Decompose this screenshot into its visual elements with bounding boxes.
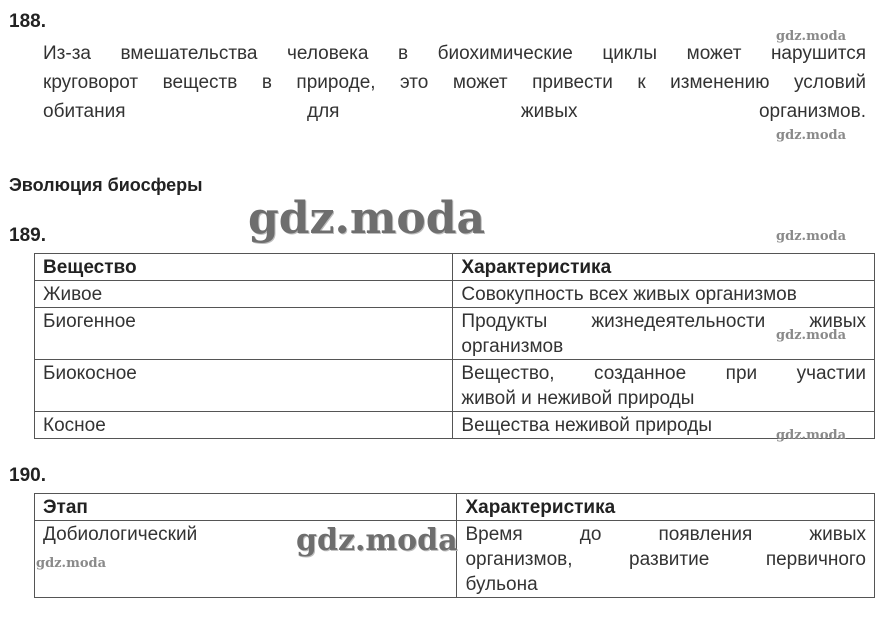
table-cell: Косное (35, 412, 453, 439)
watermark: gdz.moda (776, 428, 847, 443)
text-line: круговорот веществ в природе, это может привести к изменению условий (43, 72, 866, 93)
table-cell: Вещества неживой природы (453, 412, 875, 439)
table-header-row (35, 254, 875, 281)
cell-line: живой и неживой природы (461, 388, 695, 409)
table-cell: Добиологический (35, 521, 457, 598)
watermark: gdz.moda (776, 29, 847, 44)
column-header: Этап (35, 494, 457, 521)
table-cell: Совокупность всех живых организмов (453, 281, 875, 308)
table-row (35, 308, 875, 360)
table-header-row (35, 494, 875, 521)
table-cell: Биогенное (35, 308, 453, 360)
task-188-text (43, 39, 866, 126)
task-number-188: 188. (9, 11, 46, 32)
table-cell: Живое (35, 281, 453, 308)
substance-table (34, 253, 875, 439)
cell-line: бульона (465, 574, 538, 595)
watermark: gdz.moda (36, 556, 107, 571)
task-number-189: 189. (9, 225, 46, 246)
watermark: gdz.moda (776, 328, 847, 343)
table-row (35, 281, 875, 308)
watermark-large: gdz.moda (248, 193, 486, 244)
column-header: Характеристика (457, 494, 875, 521)
section-heading: Эволюция биосферы (9, 175, 203, 195)
column-header: Характеристика (453, 254, 875, 281)
cell-line: организмов, развитие первичного (465, 549, 866, 570)
column-header: Вещество (35, 254, 453, 281)
cell-line: Время до появления живых (465, 524, 866, 545)
text-line: Из-за вмешательства человека в биохимические циклы может нарушится (43, 43, 866, 64)
table-cell (453, 360, 875, 412)
cell-line: Продукты жизнедеятельности живых (461, 311, 866, 332)
table-cell (457, 521, 875, 598)
watermark: gdz.moda (776, 128, 847, 143)
table-cell: Биокосное (35, 360, 453, 412)
task-number-190: 190. (9, 465, 46, 486)
cell-line: Вещество, созданное при участии (461, 363, 866, 384)
watermark: gdz.moda (776, 229, 847, 244)
text-line: обитания для живых организмов. (43, 101, 866, 122)
table-row (35, 360, 875, 412)
cell-line: организмов (461, 336, 564, 357)
table-row (35, 412, 875, 439)
watermark-large: gdz.moda (296, 523, 458, 558)
